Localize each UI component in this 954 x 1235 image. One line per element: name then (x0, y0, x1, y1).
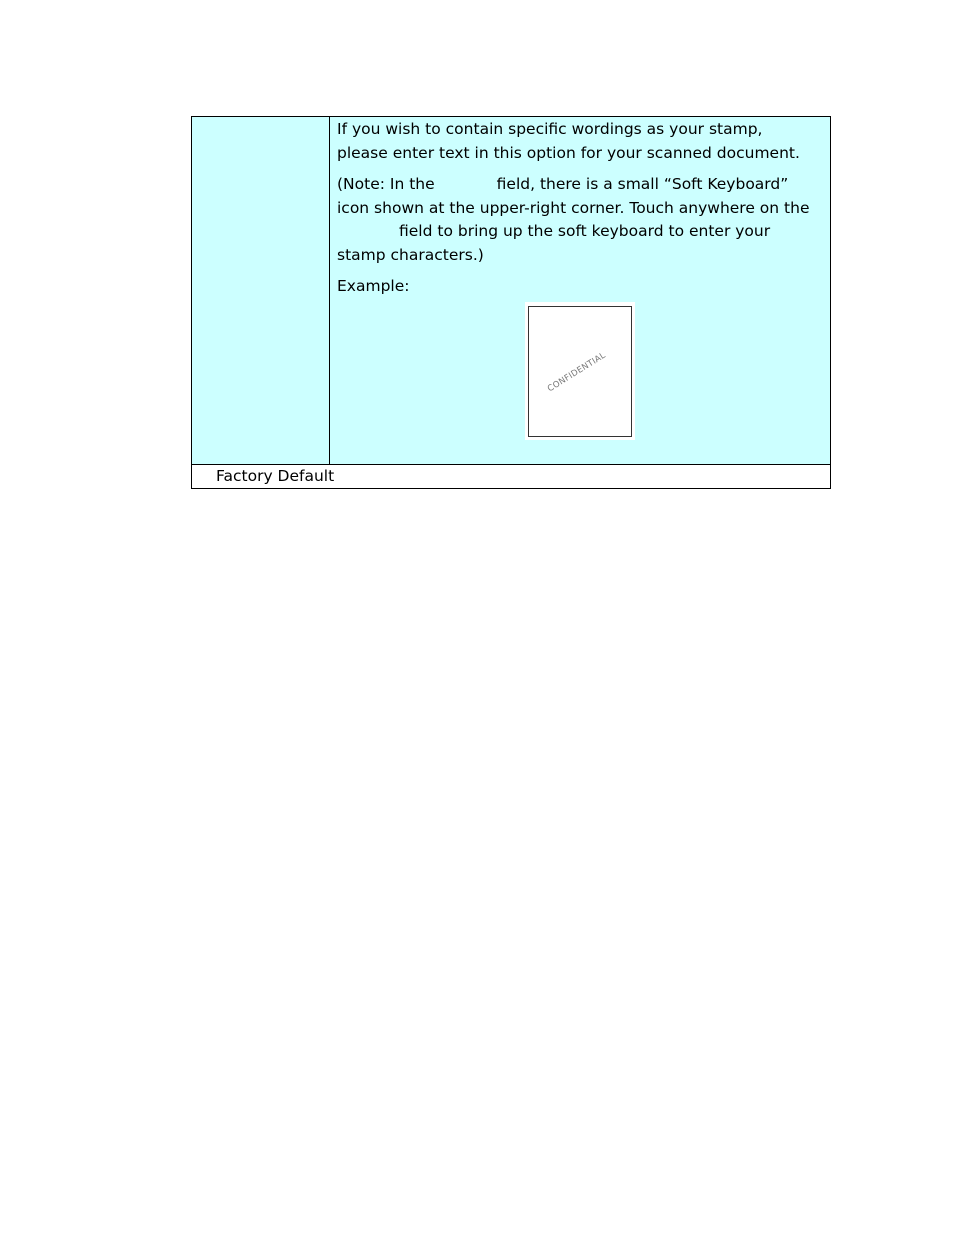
note-paragraph (337, 173, 816, 267)
table-row (192, 117, 831, 465)
example-label: Example: (337, 277, 410, 295)
note-text-start: (Note: In the (337, 175, 435, 193)
stamp-text: CONFIDENTIAL (545, 350, 608, 394)
example-image-frame (525, 302, 635, 440)
option-name-cell (192, 117, 330, 465)
factory-default-cell (192, 465, 831, 489)
settings-table (191, 116, 831, 489)
option-description-cell (330, 117, 831, 465)
table-row (192, 465, 831, 489)
example-figure (337, 299, 816, 441)
note-text-middle: field, there is a small “Soft Keyboard” icon shown at the upper-right corner. Touch anywhere on the (337, 175, 810, 217)
description-content (330, 117, 830, 441)
factory-default-label: Factory Default (216, 467, 335, 485)
example-page-image (528, 306, 632, 437)
note-text-end: field to bring up the soft keyboard to enter your stamp characters.) (337, 222, 771, 264)
description-paragraph: If you wish to contain specific wordings as your stamp, please enter text in this option for your scanned document. (337, 120, 800, 162)
